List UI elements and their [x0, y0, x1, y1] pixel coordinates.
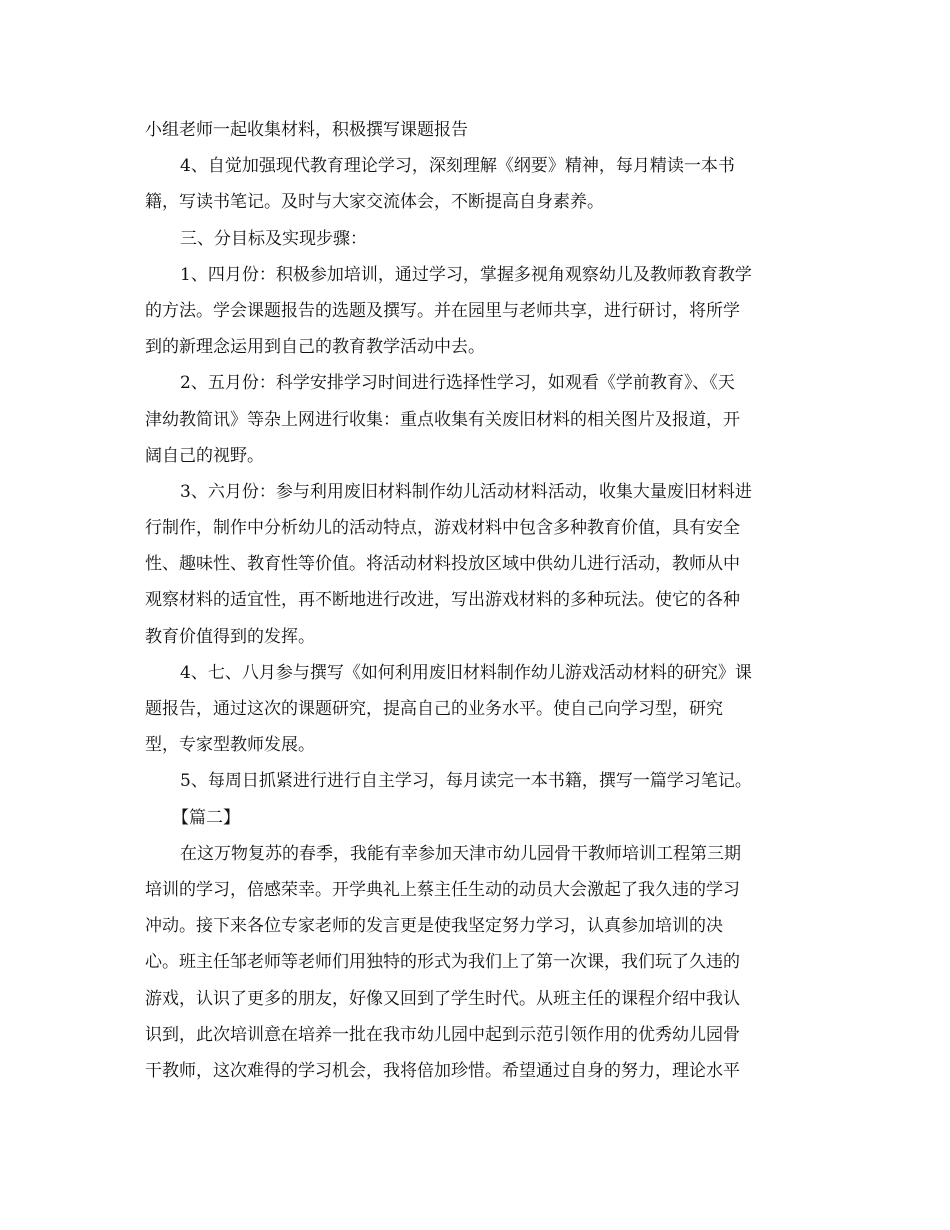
- text-line: 4、自觉加强现代教育理论学习，深刻理解《纲要》精神，每月精读一本书: [180, 156, 735, 177]
- text-line: 籍，写读书笔记。及时与大家交流体会，不断提高自身素养。: [145, 192, 604, 213]
- text-line: 在这万物复苏的春季，我能有幸参加天津市幼儿园骨干教师培训工程第三期: [180, 843, 741, 864]
- text-line: 游戏，认识了更多的朋友，好像又回到了学生时代。从班主任的课程介绍中我认: [145, 988, 740, 1009]
- section-heading: 【篇二】: [172, 807, 240, 828]
- text-line: 型，专家型教师发展。: [145, 735, 315, 756]
- text-line: 5、每周日抓紧进行进行自主学习，每月读完一本书籍，撰写一篇学习笔记。: [180, 771, 752, 792]
- text-line: 小组老师一起收集材料，积极撰写课题报告: [145, 120, 468, 140]
- text-line: 培训的学习，倍感荣幸。开学典礼上蔡主任生动的动员大会激起了我久违的学习: [145, 879, 740, 900]
- text-line: 性、趣味性、教育性等价值。将活动材料投放区域中供幼儿进行活动，教师从中: [145, 554, 740, 575]
- text-line: 题报告，通过这次的课题研究，提高自己的业务水平。使自己向学习型，研究: [145, 699, 723, 719]
- text-line: 到的新理念运用到自己的教育教学活动中去。: [145, 337, 485, 358]
- text-line: 教育价值得到的发挥。: [145, 626, 315, 647]
- text-line: 阔自己的视野。: [145, 445, 264, 466]
- text-line: 2、五月份：科学安排学习时间进行选择性学习，如观看《学前教育》、《天: [180, 373, 735, 394]
- document-body: [145, 112, 810, 1089]
- text-line: 行制作，制作中分析幼儿的活动特点，游戏材料中包含多种教育价值，具有安全: [145, 518, 740, 539]
- section-heading: 三、分目标及实现步骤：: [180, 228, 367, 249]
- text-line: 观察材料的适宜性，再不断地进行改进，写出游戏材料的多种玩法。使它的各种: [145, 590, 740, 611]
- text-line: 冲动。接下来各位专家老师的发言更是使我坚定努力学习，认真参加培训的决: [145, 916, 723, 937]
- text-line: 识到，此次培训意在培养一批在我市幼儿园中起到示范引领作用的优秀幼儿园骨: [145, 1024, 740, 1045]
- text-line: 津幼教简讯》等杂上网进行收集：重点收集有关废旧材料的相关图片及报道，开: [145, 409, 740, 430]
- text-line: 3、六月份：参与利用废旧材料制作幼儿活动材料活动，收集大量废旧材料进: [180, 481, 752, 502]
- text-line: 的方法。学会课题报告的选题及撰写。并在园里与老师共享，进行研讨，将所学: [145, 300, 740, 321]
- text-line: 4、七、八月参与撰写《如何利用废旧材料制作幼儿游戏活动材料的研究》课: [180, 662, 752, 683]
- text-line: 心。班主任邹老师等老师们用独特的形式为我们上了第一次课，我们玩了久违的: [145, 952, 740, 973]
- text-line: 干教师，这次难得的学习机会，我将倍加珍惜。希望通过自身的努力，理论水平: [145, 1060, 740, 1081]
- text-line: 1、四月份：积极参加培训，通过学习，掌握多视角观察幼儿及教师教育教学: [180, 264, 752, 285]
